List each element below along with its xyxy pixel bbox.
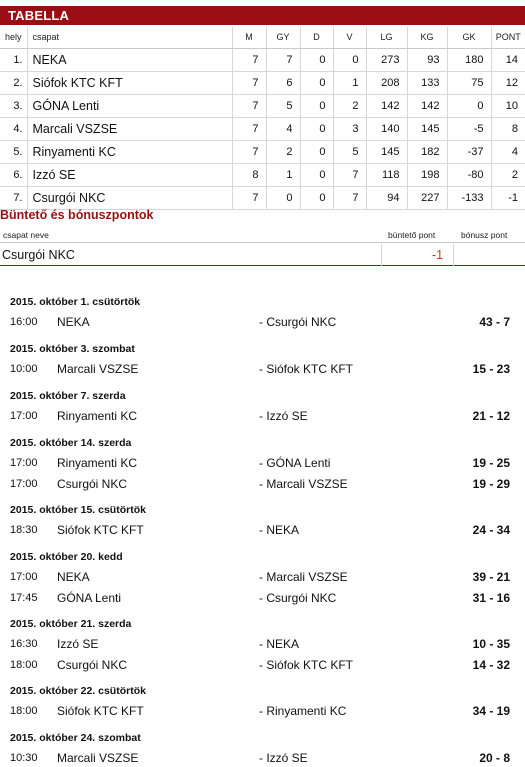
table-row xyxy=(0,94,525,117)
cell-v: 7 xyxy=(333,186,366,209)
cell-team: Rinyamenti KC xyxy=(27,140,232,163)
cell-pos: 5. xyxy=(0,140,27,163)
match-score: 39 - 21 xyxy=(472,570,510,584)
match-score: 15 - 23 xyxy=(472,362,510,376)
table-row xyxy=(0,117,525,140)
match-day xyxy=(0,437,525,504)
cell-m: 7 xyxy=(232,186,266,209)
match-score: 24 - 34 xyxy=(472,523,510,537)
match-score: 19 - 25 xyxy=(472,456,510,470)
match-away: - NEKA xyxy=(259,523,300,537)
table-row xyxy=(0,163,525,186)
match-home: GÓNA Lenti xyxy=(57,591,122,605)
match-row xyxy=(0,658,525,678)
cell-gk: 75 xyxy=(447,71,491,94)
cell-gy: 0 xyxy=(266,186,300,209)
cell-v: 0 xyxy=(333,48,366,71)
match-score: 20 - 8 xyxy=(479,751,510,765)
cell-team: GÓNA Lenti xyxy=(27,94,232,117)
penalty-team: Csurgói NKC xyxy=(2,248,75,262)
match-home: Siófok KTC KFT xyxy=(57,523,144,537)
penalty-header-row xyxy=(0,226,525,243)
table-row xyxy=(0,186,525,209)
cell-kg: 133 xyxy=(407,71,447,94)
col-header-gk: GK xyxy=(447,27,491,48)
match-away: - NEKA xyxy=(259,637,300,651)
match-day-date: 2015. október 15. csütörtök xyxy=(10,504,146,516)
match-day xyxy=(0,685,525,732)
cell-m: 7 xyxy=(232,71,266,94)
match-row xyxy=(0,477,525,497)
match-day-date: 2015. október 24. szombat xyxy=(10,732,141,744)
match-time: 10:00 xyxy=(10,363,38,375)
penalty-col-team: csapat neve xyxy=(3,230,49,240)
match-away: - GÓNA Lenti xyxy=(259,456,331,470)
match-home: Csurgói NKC xyxy=(57,658,128,672)
match-home: NEKA xyxy=(57,570,90,584)
cell-d: 0 xyxy=(300,117,333,140)
cell-team: Csurgói NKC xyxy=(27,186,232,209)
table-row xyxy=(0,140,525,163)
col-header-m: M xyxy=(232,27,266,48)
match-day-date: 2015. október 21. szerda xyxy=(10,618,132,630)
match-day xyxy=(0,732,525,767)
cell-d: 0 xyxy=(300,163,333,186)
match-score: 34 - 19 xyxy=(472,704,510,718)
col-header-lg: LG xyxy=(366,27,407,48)
match-time: 17:00 xyxy=(10,410,38,422)
match-day xyxy=(0,618,525,685)
match-home: Csurgói NKC xyxy=(57,477,128,491)
penalty-title: Büntető és bónuszpontok xyxy=(0,208,154,222)
match-away: - Siófok KTC KFT xyxy=(259,658,354,672)
cell-lg: 273 xyxy=(366,48,407,71)
match-home: NEKA xyxy=(57,315,90,329)
cell-m: 7 xyxy=(232,94,266,117)
match-day xyxy=(0,296,525,343)
match-away: - Csurgói NKC xyxy=(259,315,337,329)
cell-team: Marcali VSZSE xyxy=(27,117,232,140)
match-row xyxy=(0,637,525,657)
match-time: 18:30 xyxy=(10,524,38,536)
match-day xyxy=(0,390,525,437)
cell-gk: 0 xyxy=(447,94,491,117)
cell-gy: 6 xyxy=(266,71,300,94)
cell-d: 0 xyxy=(300,140,333,163)
cell-m: 7 xyxy=(232,48,266,71)
cell-lg: 142 xyxy=(366,94,407,117)
cell-lg: 118 xyxy=(366,163,407,186)
match-away: - Marcali VSZSE xyxy=(259,477,348,491)
cell-lg: 94 xyxy=(366,186,407,209)
cell-kg: 182 xyxy=(407,140,447,163)
match-score: 14 - 32 xyxy=(472,658,510,672)
cell-kg: 93 xyxy=(407,48,447,71)
cell-team: NEKA xyxy=(27,48,232,71)
match-day-date: 2015. október 14. szerda xyxy=(10,437,132,449)
cell-m: 7 xyxy=(232,140,266,163)
match-time: 16:00 xyxy=(10,316,38,328)
match-row xyxy=(0,751,525,767)
match-time: 17:00 xyxy=(10,571,38,583)
match-day xyxy=(0,343,525,390)
match-day xyxy=(0,504,525,551)
standings-table xyxy=(0,27,525,210)
col-header-pont: PONT xyxy=(491,27,525,48)
match-schedule xyxy=(0,296,525,767)
cell-pont: 8 xyxy=(491,117,525,140)
match-row xyxy=(0,362,525,382)
cell-pos: 2. xyxy=(0,71,27,94)
match-home: Izzó SE xyxy=(57,637,99,651)
cell-gy: 2 xyxy=(266,140,300,163)
match-away: - Marcali VSZSE xyxy=(259,570,348,584)
match-away: - Izzó SE xyxy=(259,751,308,765)
cell-gy: 5 xyxy=(266,94,300,117)
penalty-row xyxy=(0,244,525,266)
match-day xyxy=(0,551,525,618)
cell-pos: 7. xyxy=(0,186,27,209)
match-row xyxy=(0,523,525,543)
cell-gk: -5 xyxy=(447,117,491,140)
col-header-team: csapat xyxy=(27,27,232,48)
penalty-col-penalty: büntető pont xyxy=(388,230,436,240)
match-day-date: 2015. október 3. szombat xyxy=(10,343,135,355)
match-score: 10 - 35 xyxy=(472,637,510,651)
match-home: Rinyamenti KC xyxy=(57,456,138,470)
match-away: - Csurgói NKC xyxy=(259,591,337,605)
col-header-kg: KG xyxy=(407,27,447,48)
cell-pont: 12 xyxy=(491,71,525,94)
match-away: - Siófok KTC KFT xyxy=(259,362,354,376)
cell-lg: 140 xyxy=(366,117,407,140)
cell-gy: 1 xyxy=(266,163,300,186)
cell-gy: 7 xyxy=(266,48,300,71)
cell-pont: -1 xyxy=(491,186,525,209)
cell-gk: -37 xyxy=(447,140,491,163)
match-row xyxy=(0,704,525,724)
cell-v: 5 xyxy=(333,140,366,163)
cell-pont: 14 xyxy=(491,48,525,71)
cell-gy: 4 xyxy=(266,117,300,140)
cell-pont: 4 xyxy=(491,140,525,163)
cell-d: 0 xyxy=(300,48,333,71)
match-score: 19 - 29 xyxy=(472,477,510,491)
match-time: 17:00 xyxy=(10,478,38,490)
cell-v: 2 xyxy=(333,94,366,117)
match-row xyxy=(0,570,525,590)
cell-lg: 145 xyxy=(366,140,407,163)
match-away: - Rinyamenti KC xyxy=(259,704,347,718)
match-time: 17:45 xyxy=(10,592,38,604)
match-day-date: 2015. október 22. csütörtök xyxy=(10,685,146,697)
match-row xyxy=(0,456,525,476)
match-time: 18:00 xyxy=(10,659,38,671)
col-header-gy: GY xyxy=(266,27,300,48)
match-score: 31 - 16 xyxy=(472,591,510,605)
match-row xyxy=(0,409,525,429)
match-home: Rinyamenti KC xyxy=(57,409,138,423)
penalty-col-bonus: bónusz pont xyxy=(461,230,508,240)
match-time: 16:30 xyxy=(10,638,38,650)
col-header-pos: hely xyxy=(0,27,27,48)
cell-d: 0 xyxy=(300,71,333,94)
cell-team: Siófok KTC KFT xyxy=(27,71,232,94)
cell-v: 1 xyxy=(333,71,366,94)
match-home: Marcali VSZSE xyxy=(57,751,139,765)
table-row xyxy=(0,71,525,94)
table-row xyxy=(0,48,525,71)
standings-header-row xyxy=(0,27,525,48)
cell-pos: 4. xyxy=(0,117,27,140)
cell-gk: -80 xyxy=(447,163,491,186)
penalty-value: -1 xyxy=(432,248,444,262)
match-time: 10:30 xyxy=(10,752,38,764)
match-day-date: 2015. október 20. kedd xyxy=(10,551,123,563)
match-day-date: 2015. október 7. szerda xyxy=(10,390,126,402)
standings-title: TABELLA xyxy=(0,6,525,25)
match-time: 17:00 xyxy=(10,457,38,469)
cell-pont: 2 xyxy=(491,163,525,186)
match-home: Marcali VSZSE xyxy=(57,362,139,376)
cell-kg: 227 xyxy=(407,186,447,209)
match-home: Siófok KTC KFT xyxy=(57,704,144,718)
cell-pos: 3. xyxy=(0,94,27,117)
col-header-v: V xyxy=(333,27,366,48)
cell-m: 7 xyxy=(232,117,266,140)
match-row xyxy=(0,315,525,335)
cell-v: 7 xyxy=(333,163,366,186)
match-score: 21 - 12 xyxy=(472,409,510,423)
cell-lg: 208 xyxy=(366,71,407,94)
cell-d: 0 xyxy=(300,186,333,209)
cell-pos: 1. xyxy=(0,48,27,71)
cell-gk: -133 xyxy=(447,186,491,209)
cell-team: Izzó SE xyxy=(27,163,232,186)
cell-gk: 180 xyxy=(447,48,491,71)
cell-m: 8 xyxy=(232,163,266,186)
col-header-d: D xyxy=(300,27,333,48)
cell-v: 3 xyxy=(333,117,366,140)
cell-pont: 10 xyxy=(491,94,525,117)
match-away: - Izzó SE xyxy=(259,409,308,423)
cell-kg: 142 xyxy=(407,94,447,117)
match-time: 18:00 xyxy=(10,705,38,717)
cell-kg: 145 xyxy=(407,117,447,140)
match-row xyxy=(0,591,525,611)
match-day-date: 2015. október 1. csütörtök xyxy=(10,296,141,308)
cell-kg: 198 xyxy=(407,163,447,186)
match-score: 43 - 7 xyxy=(479,315,510,329)
cell-d: 0 xyxy=(300,94,333,117)
cell-pos: 6. xyxy=(0,163,27,186)
